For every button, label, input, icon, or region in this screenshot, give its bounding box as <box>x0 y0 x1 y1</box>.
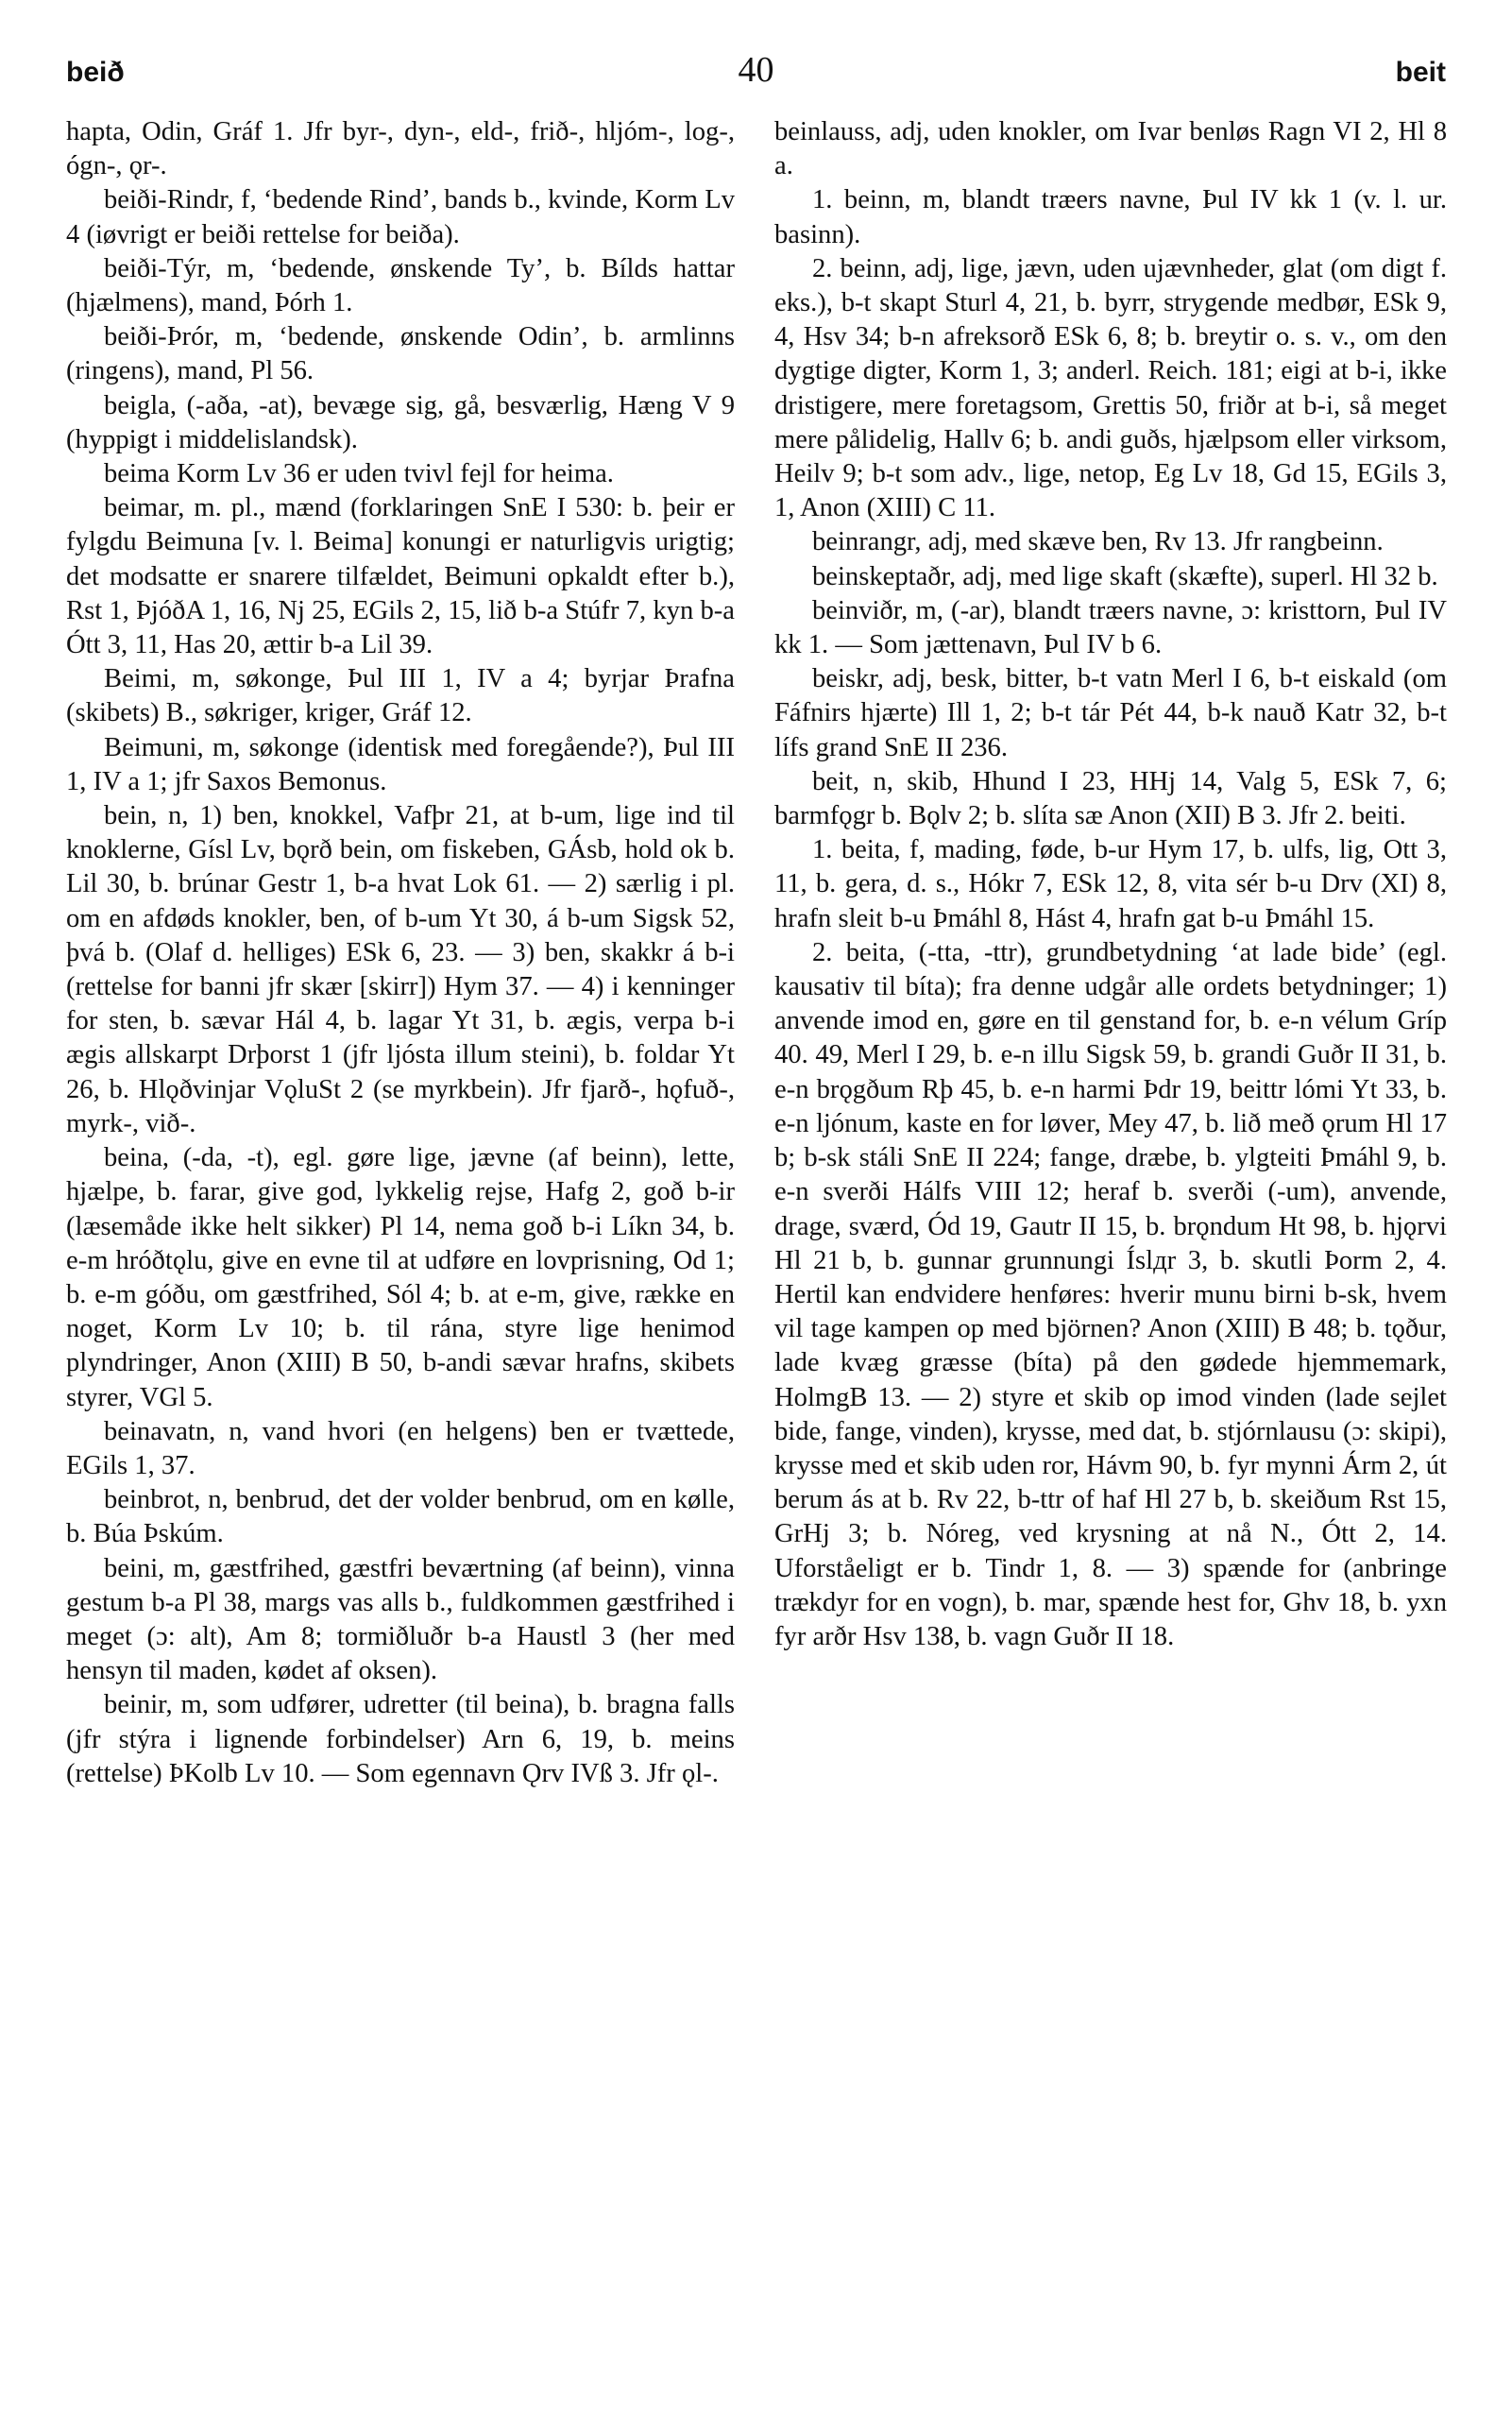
dictionary-entry: 2. beinn, adj, lige, jævn, uden ujævnheder, glat (om digt f. eks.), b-t skapt Sturl 4, 21, b. byrr, strygende medbør, ESk 9, 4, Hsv 34; b-n afreksorð ESk 6, 8; b. breytir o. s. v., om den dygtige digter, Korm 1, 3; anderl. Reich. 181; eigi at b-i, ikke dristigere, mere foretagsom, Grettis 50, friðr at b-i, så meget mere pålidelig, Hallv 6; b. andi guðs, hjælpsom eller virksom, Heilv 9; b-t som adv., lige, netop, Eg Lv 18, Gd 15, EGils 3, 1, Anon (XIII) C 11. <box>774 253 1447 523</box>
dictionary-entry: beima Korm Lv 36 er uden tvivl fejl for heima. <box>104 459 614 489</box>
dictionary-entry: Beimi, m, søkonge, Þul III 1, IV a 4; byrjar Þrafna (skibets) B., søkriger, kriger, Gráf 12. <box>66 664 735 728</box>
dictionary-entry: beinavatn, n, vand hvori (en helgens) ben er tvættede, EGils 1, 37. <box>66 1416 735 1480</box>
dictionary-entry: bein, n, 1) ben, knokkel, Vafþr 21, at b-um, lige ind til knoklerne, Gísl Lv, bǫrð bein, om fiskeben, GÁsb, hold ok b. Lil 30, b. brúnar Gestr 1, b-a hvat Lok 61. — 2) særlig i pl. om en afdøds knokler, ben, of b-um Yt 30, á b-um Sigsk 52, þvá b. (Olaf d. helliges) ESk 6, 23. — 3) ben, skakkr á b-i (rettelse for banni jfr skær [skirr]) Hym 37. — 4) i kenninger for sten, b. sævar Hál 4, b. lagar Yt 31, b. ægis, verpa b-i ægis allskarpt Drþorst 1 (jfr ljósta illum steini), b. foldar Yt 26, b. Hlǫðvinjar VǫluSt 2 (se myrkbein). Jfr fjarð-, hǫfuð-, myrk-, við-. <box>66 801 735 1138</box>
dictionary-entry: beini, m, gæstfrihed, gæstfri beværtning (af beinn), vinna gestum b-a Pl 38, margs vas alls b., fuldkommen gæstfrihed i meget (ɔ: alt), Am 8; tormiðluðr b-a Haustl 3 (her med hensyn til maden, kødet af oksen). <box>66 1553 735 1686</box>
left-column <box>66 115 735 1791</box>
dictionary-entry: beiði-Þrór, m, ‘bedende, ønskende Odin’, b. armlinns (ringens), mand, Pl 56. <box>66 322 735 386</box>
dictionary-entry: beinskeptaðr, adj, med lige skaft (skæfte), superl. Hl 32 b. <box>812 561 1438 591</box>
dictionary-entry: beiskr, adj, besk, bitter, b-t vatn Merl I 6, b-t eiskald (om Fáfnirs hjærte) Ill 1, 2; b-t tár Pét 44, b-k nauð Katr 32, b-t lífs grand SnE II 236. <box>774 664 1447 762</box>
dictionary-entry: beinrangr, adj, med skæve ben, Rv 13. Jfr rangbeinn. <box>812 527 1384 557</box>
dictionary-entry: beit, n, skib, Hhund I 23, HHj 14, Valg 5, ESk 7, 6; barmfǫgr b. Bǫlv 2; b. slíta sæ Anon (XII) B 3. Jfr 2. beiti. <box>774 766 1447 831</box>
dictionary-entry: Beimuni, m, søkonge (identisk med foregående?), Þul III 1, IV a 1; jfr Saxos Bemonus. <box>66 732 735 796</box>
dictionary-entry: beinlauss, adj, uden knokler, om Ivar benløs Ragn VI 2, Hl 8 a. <box>774 117 1447 181</box>
dictionary-entry: beigla, (-aða, -at), bevæge sig, gå, besværlig, Hæng V 9 (hyppigt i middelislandsk). <box>66 390 735 454</box>
dictionary-entry: beimar, m. pl., mænd (forklaringen SnE I 530: b. þeir er fylgdu Beimuna [v. l. Beima] konungi er naturligvis urigtig; det modsatte er snarere tilfældet, Beimuni opkaldt efter b.), Rst 1, ÞjóðA 1, 16, Nj 25, EGils 2, 15, lið b-a Stúfr 7, kyn b-a Ótt 3, 11, Has 20, ættir b-a Lil 39. <box>66 493 735 660</box>
right-column <box>774 115 1447 1654</box>
right-headword: beit <box>1395 57 1446 88</box>
dictionary-entry: beina, (-da, -t), egl. gøre lige, jævne (af beinn), lette, hjælpe, b. farar, give god, lykkelig rejse, Hafg 2, goð b-ir (læsemåde ikke helt sikker) Pl 14, nema goð b-i Líkn 34, b. e-m hróðtǫlu, give en evne til at udføre en lovprisning, Od 1; b. e-m góðu, om gæstfrihed, Sól 4; b. at e-m, give, række en noget, Korm Lv 10; b. til rána, styre lige henimod plyndringer, Anon (XIII) B 50, b-andi sævar hrafns, skibets styrer, VGl 5. <box>66 1143 735 1412</box>
dictionary-entry: hapta, Odin, Gráf 1. Jfr byr-, dyn-, eld-, frið-, hljóm-, log-, ógn-, ǫr-. <box>66 117 735 181</box>
dictionary-entry: 1. beita, f, mading, føde, b-ur Hym 17, b. ulfs, lig, Ott 3, 11, b. gera, d. s., Hókr 7, ESk 12, 8, vita sér b-u Drv (XI) 8, hrafn sleit b-u Þmáhl 8, Hást 4, hrafn gat b-u Þmáhl 15. <box>774 835 1447 933</box>
dictionary-entry: 1. beinn, m, blandt træers navne, Þul IV kk 1 (v. l. ur. basinn). <box>774 185 1447 249</box>
dictionary-entry: beinir, m, som udfører, udretter (til beina), b. bragna falls (jfr stýra i lignende forbindelser) Arn 6, 19, b. meins (rettelse) ÞKolb Lv 10. — Som egennavn Ǫrv IVß 3. Jfr ǫl-. <box>66 1690 735 1788</box>
left-headword: beið <box>66 57 125 88</box>
page-number: 40 <box>738 50 774 90</box>
dictionary-entry: beiði-Týr, m, ‘bedende, ønskende Ty’, b. Bílds hattar (hjælmens), mand, Þórh 1. <box>66 253 735 318</box>
dictionary-entry: beinviðr, m, (-ar), blandt træers navne, ɔ: kristtorn, Þul IV kk 1. — Som jættenavn, Þul IV b 6. <box>774 595 1447 660</box>
dictionary-entry: beiði-Rindr, f, ‘bedende Rind’, bands b., kvinde, Korm Lv 4 (iøvrigt er beiði rettelse for beiða). <box>66 185 735 249</box>
page-header <box>66 49 1446 91</box>
dictionary-entry: 2. beita, (-tta, -ttr), grundbetydning ‘at lade bide’ (egl. kausativ til bíta); fra denne udgår alle ordets betydninger; 1) anvende imod en, gøre en til genstand for, b. e-n vélum Gríp 40. 49, Merl I 29, b. e-n illu Sigsk 59, b. grandi Guðr II 31, b. e-n brǫgðum Rþ 45, b. e-n harmi Þdr 19, beittr lómi Yt 33, b. e-n ljónum, kaste en for løver, Mey 47, b. lið með ǫrum Hl 17 b; b-sk stáli SnE II 224; fange, dræbe, b. ylgteiti Þmáhl 9, b. e-n sverði Hálfs VIII 12; heraf b. sverði (-um), anvende, drage, sværd, Ód 19, Gautr II 15, b. brǫndum Ht 98, b. hjǫrvi Hl 21 b, b. gunnar grunnungi Íslдr 3, b. skutli Þorm 2, 4. Hertil kan endvidere henføres: hverir munu birni b-sk, hvem vil tage kampen op med björnen? Anon (XIII) B 48; b. tǫður, lade kvæg græsse (bíta) på den gødede hjemmemark, HolmgB 13. — 2) styre et skib op imod vinden (lade sejlet bide, fange, vinden), krysse, med dat, b. stjórnlausu (ɔ: skipi), krysse med et skib uden ror, Hávm 90, b. fyr mynni Árm 2, út berum ás at b. Rv 22, b-ttr of haf Hl 27 b, b. skeiðum Rst 15, GrHj 3; b. Nóreg, ved krysning at nå N., Ótt 2, 14. Uforståeligt er b. Tindr 1, 8. — 3) spænde for (anbringe trækdyr for en vogn), b. mar, spænde hest for, Ghv 18, b. yxn fyr arðr Hsv 138, b. vagn Guðr II 18. <box>774 937 1447 1651</box>
dictionary-entry: beinbrot, n, benbrud, det der volder benbrud, om en kølle, b. Búa Þskúm. <box>66 1485 735 1549</box>
